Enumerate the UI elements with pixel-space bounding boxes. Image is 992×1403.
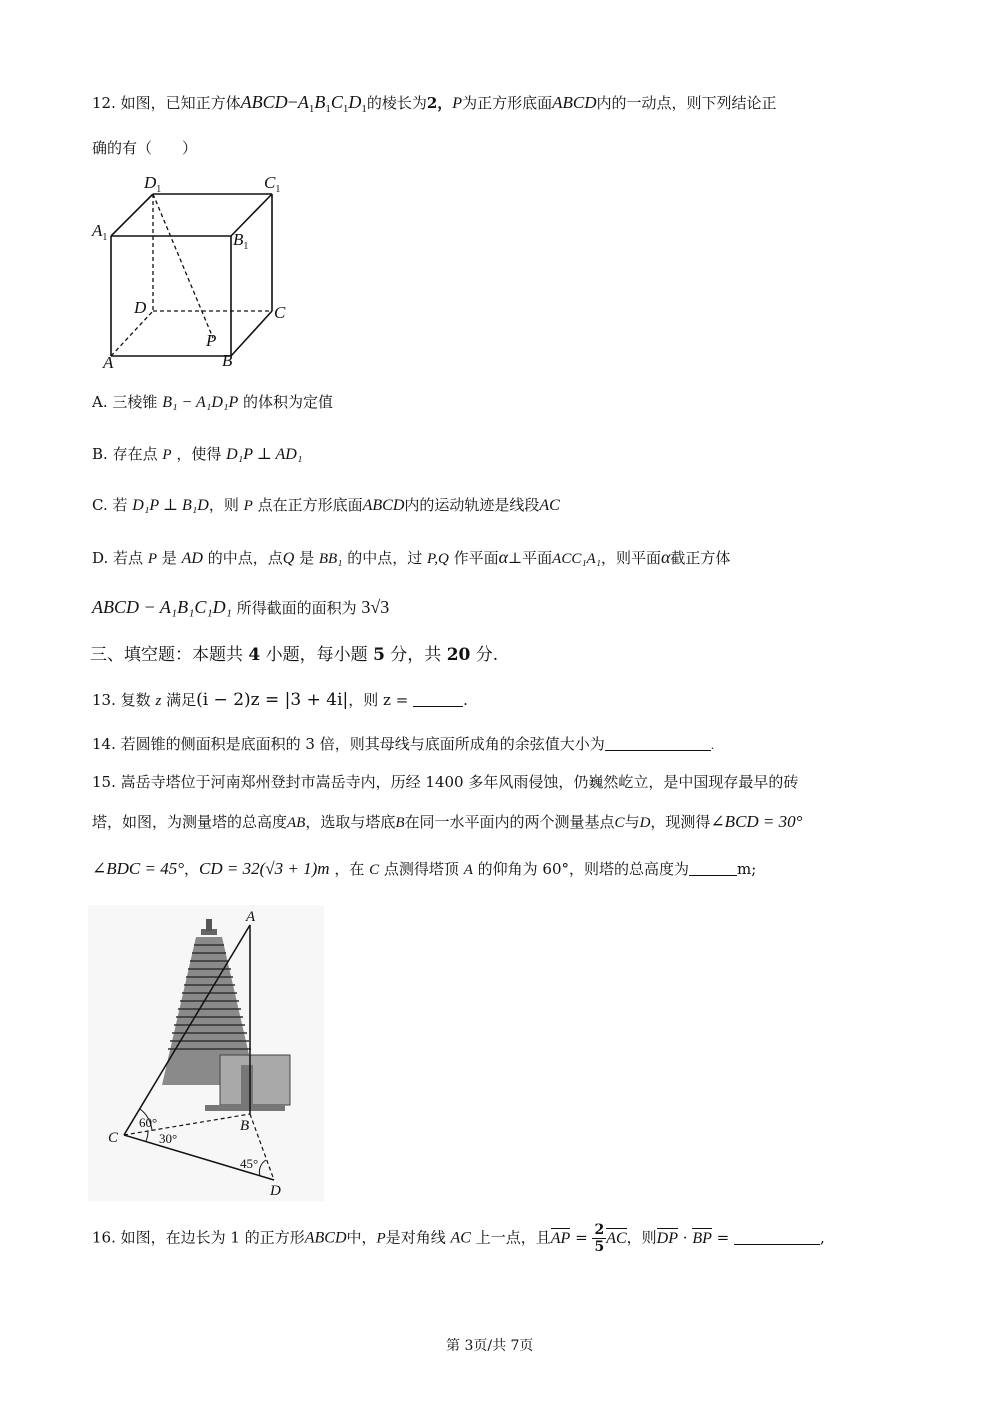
math: B₁ − A₁D₁P bbox=[162, 394, 239, 411]
math: α bbox=[498, 547, 509, 567]
text: ，现测得 bbox=[650, 813, 711, 831]
math: C bbox=[330, 92, 343, 112]
tower-figure bbox=[88, 905, 324, 1201]
math: ∠BDC = 45° bbox=[92, 859, 185, 878]
math: z bbox=[155, 693, 162, 709]
hidden-edge bbox=[111, 311, 153, 356]
label-D1 bbox=[143, 173, 161, 195]
answer-blank[interactable] bbox=[734, 1228, 820, 1245]
math: = bbox=[575, 1228, 588, 1247]
label-angle-45: 45° bbox=[240, 1156, 259, 1171]
pagoda-base bbox=[220, 1055, 290, 1105]
math: P bbox=[452, 95, 463, 112]
spire bbox=[206, 919, 212, 931]
label-D: D bbox=[134, 298, 147, 317]
option-a bbox=[92, 392, 333, 413]
math-cube bbox=[240, 92, 367, 115]
text: 是 bbox=[161, 549, 177, 567]
label: 1 bbox=[102, 232, 108, 243]
q12-line1 bbox=[92, 92, 777, 119]
option-label: A. bbox=[92, 393, 108, 411]
answer-blank[interactable] bbox=[689, 859, 737, 876]
math: P,Q bbox=[426, 551, 449, 567]
math: 3√3 bbox=[361, 597, 390, 617]
math: D₁P ⊥ AD₁ bbox=[226, 446, 303, 463]
math: 1 bbox=[342, 103, 349, 115]
math: ⊥ bbox=[508, 549, 523, 567]
text: m; bbox=[737, 860, 757, 878]
text: 是对角线 bbox=[385, 1228, 446, 1247]
math: AC bbox=[539, 497, 560, 514]
text: ，在 bbox=[334, 860, 365, 878]
math: B bbox=[314, 92, 326, 112]
math: 2 bbox=[426, 94, 438, 112]
text: 中， bbox=[346, 1228, 377, 1247]
text: 的体积为定值 bbox=[243, 393, 334, 411]
math: P bbox=[162, 447, 172, 463]
text: 的仰角为 60°，则塔的总高度为 bbox=[477, 860, 690, 878]
math: B bbox=[395, 815, 405, 831]
math: ABCD bbox=[552, 93, 597, 112]
option-d bbox=[92, 547, 730, 569]
math: CD = 32(√3 + 1)m bbox=[199, 859, 330, 878]
text: 的中点，点 bbox=[207, 549, 283, 567]
edge bbox=[231, 311, 272, 356]
q15-line1 bbox=[92, 772, 798, 792]
text: 所得截面的面积为 bbox=[236, 599, 357, 617]
math: D bbox=[348, 92, 362, 112]
text: 塔，如图，为测量塔的总高度 bbox=[92, 813, 288, 831]
math: C bbox=[369, 862, 380, 878]
question-number: 15. bbox=[92, 773, 116, 791]
doorway bbox=[241, 1065, 253, 1105]
vector-BP: BP bbox=[692, 1229, 712, 1247]
math: AC bbox=[450, 1229, 471, 1247]
text: 平面 bbox=[522, 549, 553, 567]
text: 内的运动轨迹是线段 bbox=[404, 496, 540, 514]
math: AD bbox=[181, 550, 203, 567]
cube-edges bbox=[111, 194, 272, 356]
platform bbox=[205, 1105, 285, 1111]
label: A bbox=[92, 221, 103, 240]
label-B: B bbox=[240, 1118, 250, 1134]
option-label: B. bbox=[92, 445, 108, 463]
math: 1 bbox=[308, 103, 315, 115]
text: , bbox=[820, 1228, 825, 1247]
text: 与 bbox=[624, 813, 640, 831]
text: ， bbox=[184, 860, 200, 878]
question-number: 16. bbox=[92, 1228, 116, 1247]
math: · bbox=[682, 1228, 688, 1247]
edge bbox=[111, 194, 153, 236]
text: 的中点，过 bbox=[347, 549, 423, 567]
answer-blank[interactable] bbox=[605, 734, 711, 751]
text: ，则 bbox=[348, 691, 379, 709]
answer-blank[interactable] bbox=[413, 690, 463, 707]
math: D bbox=[639, 815, 651, 831]
text: 作平面 bbox=[453, 549, 499, 567]
text: 三、填空题：本题共 bbox=[90, 645, 249, 665]
text: 若 bbox=[112, 496, 128, 514]
question-number: 14. bbox=[92, 735, 116, 753]
numerator: 2 bbox=[594, 1222, 605, 1238]
question-number: 12. bbox=[92, 94, 116, 112]
text: 是 bbox=[299, 549, 315, 567]
text: 三棱锥 bbox=[112, 393, 158, 411]
section-3-heading bbox=[90, 645, 498, 665]
math: Q bbox=[282, 550, 295, 567]
option-label: D. bbox=[92, 549, 109, 567]
math: BB₁ bbox=[318, 551, 343, 567]
math: 1 bbox=[361, 103, 367, 115]
text: 若点 bbox=[113, 549, 144, 567]
text: . bbox=[710, 739, 715, 752]
label-P: P bbox=[206, 331, 217, 350]
math: P bbox=[147, 551, 158, 567]
text: 5 bbox=[373, 645, 385, 665]
text: ，选取与塔底 bbox=[305, 813, 396, 831]
label: 1 bbox=[275, 184, 281, 195]
math: ABCD bbox=[304, 1229, 347, 1247]
label: 1 bbox=[156, 184, 162, 195]
text: 为正方形底面 bbox=[462, 94, 553, 112]
math: D₁P ⊥ B₁D bbox=[132, 497, 209, 514]
text: 若圆锥的侧面积是底面积的 3 倍，则其母线与底面所成角的余弦值大小为 bbox=[120, 735, 605, 753]
math: C bbox=[614, 815, 625, 831]
math: A bbox=[297, 92, 309, 112]
q15-line3 bbox=[92, 859, 756, 880]
option-d-line2 bbox=[92, 597, 389, 618]
text: 分，共 bbox=[384, 645, 447, 665]
label-C: C bbox=[108, 1130, 119, 1146]
math: z = bbox=[383, 691, 409, 709]
math: ABCD bbox=[362, 497, 405, 514]
text: 小题，每小题 bbox=[260, 645, 374, 665]
text: 存在点 bbox=[112, 445, 158, 463]
q14 bbox=[92, 734, 714, 756]
label: B bbox=[233, 230, 244, 249]
math: α bbox=[660, 547, 671, 567]
text: ， bbox=[437, 94, 453, 112]
hidden-edge bbox=[153, 194, 213, 338]
label-A: A bbox=[103, 353, 114, 372]
math: AB bbox=[287, 815, 306, 831]
label-D: D bbox=[270, 1183, 281, 1199]
math: A bbox=[463, 862, 473, 878]
text: 嵩岳寺塔位于河南郑州登封市嵩岳寺内，历经 1400 多年风雨侵蚀，仍巍然屹立，是中国现存最早的砖 bbox=[120, 773, 799, 791]
page-footer: 第 3页/共 7页 bbox=[446, 1338, 534, 1354]
label-B1 bbox=[233, 230, 248, 252]
text: ，使得 bbox=[176, 445, 222, 463]
math: ABCD − A₁B₁C₁D₁ bbox=[92, 597, 232, 617]
vector-DP: DP bbox=[656, 1229, 678, 1247]
math: = bbox=[716, 1228, 730, 1247]
q12-line2: 确的有（ ） bbox=[92, 139, 198, 157]
text: 点测得塔顶 bbox=[383, 860, 459, 878]
text: ，则 bbox=[208, 496, 239, 514]
math: P bbox=[243, 498, 253, 514]
text: 4 bbox=[248, 645, 261, 665]
label: 1 bbox=[243, 241, 249, 252]
text: 截正方体 bbox=[670, 549, 731, 567]
label-C1 bbox=[264, 173, 280, 195]
q15-line2 bbox=[92, 812, 802, 833]
math: ABCD bbox=[240, 92, 288, 112]
text: 上一点，且 bbox=[475, 1228, 551, 1247]
cube-figure bbox=[88, 168, 298, 376]
option-label: C. bbox=[92, 496, 108, 514]
label: C bbox=[264, 173, 276, 192]
text: 的棱长为 bbox=[366, 94, 427, 112]
text: ，则平面 bbox=[600, 549, 661, 567]
text: 满足 bbox=[166, 691, 197, 709]
text: 20 bbox=[446, 645, 471, 665]
vector-AC: AC bbox=[606, 1229, 627, 1247]
text: 分. bbox=[470, 645, 499, 665]
text: 如图，已知正方体 bbox=[120, 94, 241, 112]
text: ，则 bbox=[626, 1228, 657, 1247]
label-angle-30: 30° bbox=[159, 1131, 178, 1146]
q13 bbox=[92, 690, 468, 711]
math: 1 bbox=[325, 103, 331, 115]
fraction bbox=[592, 1222, 606, 1255]
label: D bbox=[144, 173, 157, 192]
text: 如图，在边长为 1 的正方形 bbox=[120, 1228, 305, 1247]
math: (i − 2)z = |3 + 4i| bbox=[196, 690, 349, 710]
option-b bbox=[92, 444, 302, 465]
text: 点在正方形底面 bbox=[257, 496, 363, 514]
text: 复数 bbox=[120, 691, 151, 709]
label-angle-60: 60° bbox=[139, 1115, 158, 1130]
math: ACC₁A₁ bbox=[552, 551, 601, 567]
text: . bbox=[463, 691, 468, 709]
label-A: A bbox=[246, 909, 256, 925]
text: 内的一动点，则下列结论正 bbox=[596, 94, 777, 112]
question-number: 13. bbox=[92, 691, 116, 709]
math: P bbox=[376, 1230, 386, 1247]
q16 bbox=[92, 1222, 825, 1255]
vector-AP: AP bbox=[550, 1229, 571, 1247]
label-C: C bbox=[274, 303, 286, 322]
option-c bbox=[92, 495, 560, 516]
denominator: 5 bbox=[594, 1239, 605, 1255]
label-B: B bbox=[222, 351, 233, 370]
text: 在同一水平面内的两个测量基点 bbox=[404, 813, 615, 831]
math: − bbox=[287, 92, 298, 112]
math: ∠BCD = 30° bbox=[710, 812, 803, 831]
label-A1 bbox=[91, 221, 107, 243]
